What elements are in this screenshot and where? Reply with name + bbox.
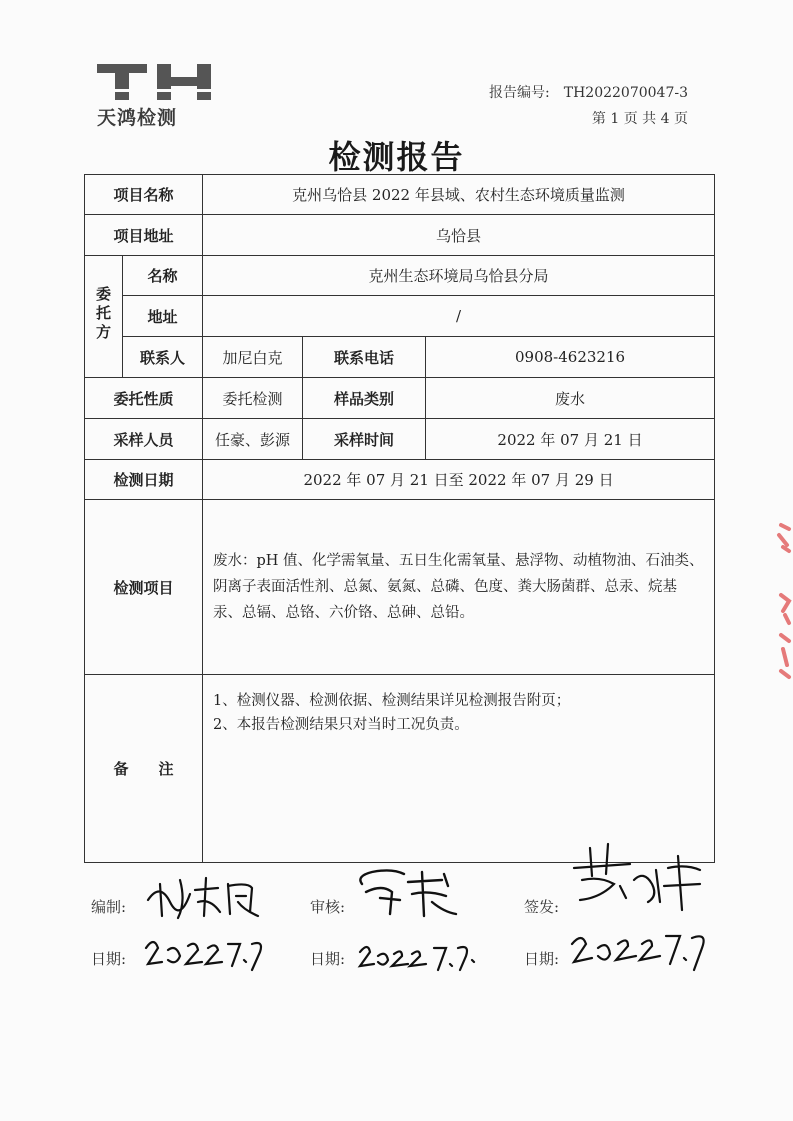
th-logo-icon bbox=[95, 62, 213, 102]
row-project-address bbox=[85, 215, 715, 256]
sign-label: 签发: bbox=[524, 898, 560, 916]
report-number: TH2022070047-3 bbox=[563, 85, 688, 101]
row-client-address bbox=[85, 296, 715, 337]
seal-edge-mark bbox=[771, 515, 793, 685]
contact-label: 联系人 bbox=[123, 337, 203, 378]
sign-date-handwritten bbox=[568, 924, 718, 976]
compile-date-label: 日期: bbox=[91, 950, 127, 968]
row-client-name bbox=[85, 256, 715, 296]
test-items: 废水：pH 值、化学需氧量、五日生化需氧量、悬浮物、动植物油、石油类、阴离子表面活性剂、总氮、氨氮、总磷、色度、粪大肠菌群、总汞、烷基汞、总镉、总铬、六价铬、总砷、总铅。 bbox=[203, 500, 715, 675]
remark-1: 1、检测仪器、检测依据、检测结果详见检测报告附页； bbox=[213, 693, 571, 709]
company-logo bbox=[95, 62, 215, 128]
client-label: 委托方 bbox=[94, 286, 112, 343]
client-name: 克州生态环境局乌恰县分局 bbox=[203, 256, 715, 296]
report-number-line bbox=[489, 80, 688, 106]
company-name: 天鸿检测 bbox=[97, 107, 178, 129]
remarks bbox=[203, 675, 715, 863]
remark-2: 2、本报告检测结果只对当时工况负责。 bbox=[213, 717, 469, 733]
nature-label: 委托性质 bbox=[85, 378, 203, 419]
row-nature bbox=[85, 378, 715, 419]
sample-type-label: 样品类别 bbox=[303, 378, 426, 419]
project-address: 乌恰县 bbox=[203, 215, 715, 256]
row-contact bbox=[85, 337, 715, 378]
project-address-label: 项目地址 bbox=[85, 215, 203, 256]
page-title: 检测报告 bbox=[328, 138, 465, 176]
row-test-date bbox=[85, 460, 715, 500]
row-project-name bbox=[85, 175, 715, 215]
compiler-signature bbox=[140, 872, 270, 922]
test-date: 2022 年 07 月 21 日至 2022 年 07 月 29 日 bbox=[203, 460, 715, 500]
project-name-label: 项目名称 bbox=[85, 175, 203, 215]
phone-label: 联系电话 bbox=[303, 337, 426, 378]
review-date-label: 日期: bbox=[310, 950, 346, 968]
row-remarks bbox=[85, 675, 715, 863]
reviewer-signature bbox=[352, 862, 472, 922]
sampler: 任豪、彭源 bbox=[203, 419, 303, 460]
test-date-label: 检测日期 bbox=[85, 460, 203, 500]
report-number-label: 报告编号: bbox=[489, 85, 550, 101]
report-table bbox=[84, 174, 715, 863]
remarks-label: 备 注 bbox=[85, 675, 203, 863]
row-sampler bbox=[85, 419, 715, 460]
report-meta bbox=[489, 80, 688, 132]
client-label-cell bbox=[85, 256, 123, 378]
row-test-items bbox=[85, 500, 715, 675]
test-items-label: 检测项目 bbox=[85, 500, 203, 675]
compile-label: 编制: bbox=[91, 898, 127, 916]
review-label: 审核: bbox=[310, 898, 346, 916]
issuer-signature bbox=[560, 840, 710, 920]
project-name: 克州乌恰县 2022 年县域、农村生态环境质量监测 bbox=[203, 175, 715, 215]
contact: 加尼白克 bbox=[203, 337, 303, 378]
sample-time: 2022 年 07 月 21 日 bbox=[426, 419, 715, 460]
sampler-label: 采样人员 bbox=[85, 419, 203, 460]
client-name-label: 名称 bbox=[123, 256, 203, 296]
page-info: 第 1 页 共 4 页 bbox=[591, 111, 688, 127]
phone: 0908-4623216 bbox=[426, 337, 715, 378]
sample-time-label: 采样时间 bbox=[303, 419, 426, 460]
nature: 委托检测 bbox=[203, 378, 303, 419]
sample-type: 废水 bbox=[426, 378, 715, 419]
sign-date-label: 日期: bbox=[524, 950, 560, 968]
compile-date-handwritten bbox=[140, 930, 270, 975]
client-address-label: 地址 bbox=[123, 296, 203, 337]
client-address: / bbox=[203, 296, 715, 337]
review-date-handwritten bbox=[356, 934, 486, 974]
